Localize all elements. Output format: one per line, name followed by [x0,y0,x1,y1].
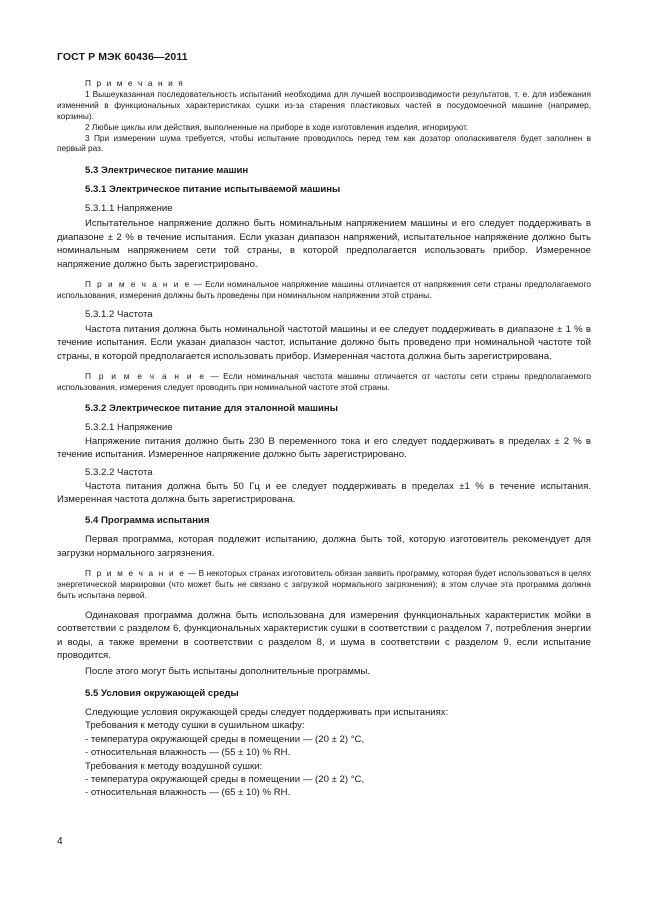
air-humidity: - относительная влажность — (65 ± 10) % RH. [85,787,291,799]
section-5-4-para-2: Одинаковая программа должна быть использована для измерения функциональных характеристик мойки в соответствии с разделом 6, функциональных характеристик сушки в соответствии с разделом 7, потребления энергии и воды, а также времени в соответствии с разделом 8, и шума в соответствии с разделом 9, если испытание проводится. [57,609,591,662]
air-drying-requirements: Требования к методу воздушной сушки: [85,760,263,772]
air-temperature: - температура окружающей среды в помещении — (20 ± 2) °С, [85,774,365,786]
section-5-4-para-1: Первая программа, которая подлежит испытанию, должна быть той, которую изготовитель рекомендует для загрузки нормального загрязнения. [57,534,591,559]
cabinet-humidity: - относительная влажность — (55 ± 10) % RH. [85,747,291,759]
frequency-note [57,371,591,393]
document-body [57,78,591,800]
cabinet-drying-requirements: Требования к методу сушки в сушильном шкафу: [85,720,305,732]
cabinet-temperature: - температура окружающей среды в помещении — (20 ± 2) °С, [85,733,365,745]
section-5-3-2-heading: 5.3.2 Электрическое питание для эталонной машины [85,402,338,414]
section-5-5-heading: 5.5 Условия окружающей среды [85,688,239,699]
frequency-note-text: — Если номинальная частота машины отличается от частоты сети страны предполагаемого использования, измерения следует проводить при номинальной частоте этой страны. [57,371,591,392]
frequency-note-label: П р и м е ч а н и е [85,371,206,381]
voltage-note-label: П р и м е ч а н и е [85,278,191,289]
program-note [57,568,591,601]
section-5-3-2-1-heading: 5.3.2.1 Напряжение [85,421,173,433]
section-5-4-heading: 5.4 Программа испытания [85,515,210,527]
section-5-3-1-1-text: Испытательное напряжение должно быть номинальным напряжением машины и его следует поддерживать в диапазоне ± 2 % в течение испытания. Если указан диапазон напряжений, испытательное напряжение должно быть номинальным напряжением сети той страны, в которой предполагается использовать прибор. Измеренное напряжение должно быть зарегистрировано. [57,218,591,270]
section-5-4-para-3: После этого могут быть испытаны дополнительные программы. [85,665,371,677]
notes-block [57,78,591,154]
section-5-3-2-2-text: Частота питания должна быть 50 Гц и ее следует поддерживать в пределах ±1 % в течение испытания. Измеренная частота должна быть зарегистрирована. [57,480,591,506]
section-5-3-1-heading: 5.3.1 Электрическое питание испытываемой машины [85,184,341,196]
note-item-3: 3 При измерении шума требуется, чтобы испытание проводилось перед тем как дозатор ополаскивателя будет заполнен в первый раз. [57,132,591,154]
note-item-1: 1 Вышеуказанная последовательность испытаний необходима для лучшей воспроизводимости результатов, т. е. для избежания изменений в функциональных характеристиках сушки из-за старения пластиковых частей в посудомоечной машине (например, корзины). [57,88,591,121]
document-header: ГОСТ Р МЭК 60436—2011 [57,51,188,63]
voltage-note-text: — Если номинальное напряжение машины отличается от напряжения сети страны предполагаемого использования, измерения должны быть проведены при номинальном напряжении этой страны. [57,278,591,300]
voltage-note [57,279,591,301]
notes-label: П р и м е ч а н и я [85,78,185,88]
program-note-label: П р и м е ч а н и е [85,568,186,579]
page-number: 4 [57,836,63,847]
section-5-3-1-1-heading: 5.3.1.1 Напряжение [85,203,173,215]
section-5-3-2-1-text: Напряжение питания должно быть 230 В переменного тока и его следует поддерживать в пределах ± 2 % в течение испытания. Измеренное напряжение должно быть зарегистрировано. [57,435,591,461]
program-note-text: — В некоторых странах изготовитель обязан заявить программу, которая будет использоваться в целях энергетической маркировки (что может быть не связано с загрузкой нормального загрязнения); в этом случае эта программа должна быть испытана первой. [57,568,592,601]
section-5-3-heading: 5.3 Электрическое питание машин [85,165,249,177]
note-item-2: 2 Любые циклы или действия, выполненные на приборе в ходе изготовления изделия, игнорируют. [85,121,469,132]
section-5-3-1-2-heading: 5.3.1.2 Частота [85,308,153,320]
section-5-3-2-2-heading: 5.3.2.2 Частота [85,466,153,478]
section-5-3-1-2-text: Частота питания должна быть номинальной частотой машины и ее следует поддерживать в диапазоне ± 1 % в течение испытания. Если указан диапазон частот, испытание должно быть проведено при номинальной частоте той страны, в которой предполагается использовать прибор. Измеренная частота должна быть зарегистрирована. [57,323,591,362]
ambient-intro: Следующие условия окружающей среды следует поддерживать при испытаниях: [85,707,449,718]
ambient-conditions-list [57,706,591,800]
